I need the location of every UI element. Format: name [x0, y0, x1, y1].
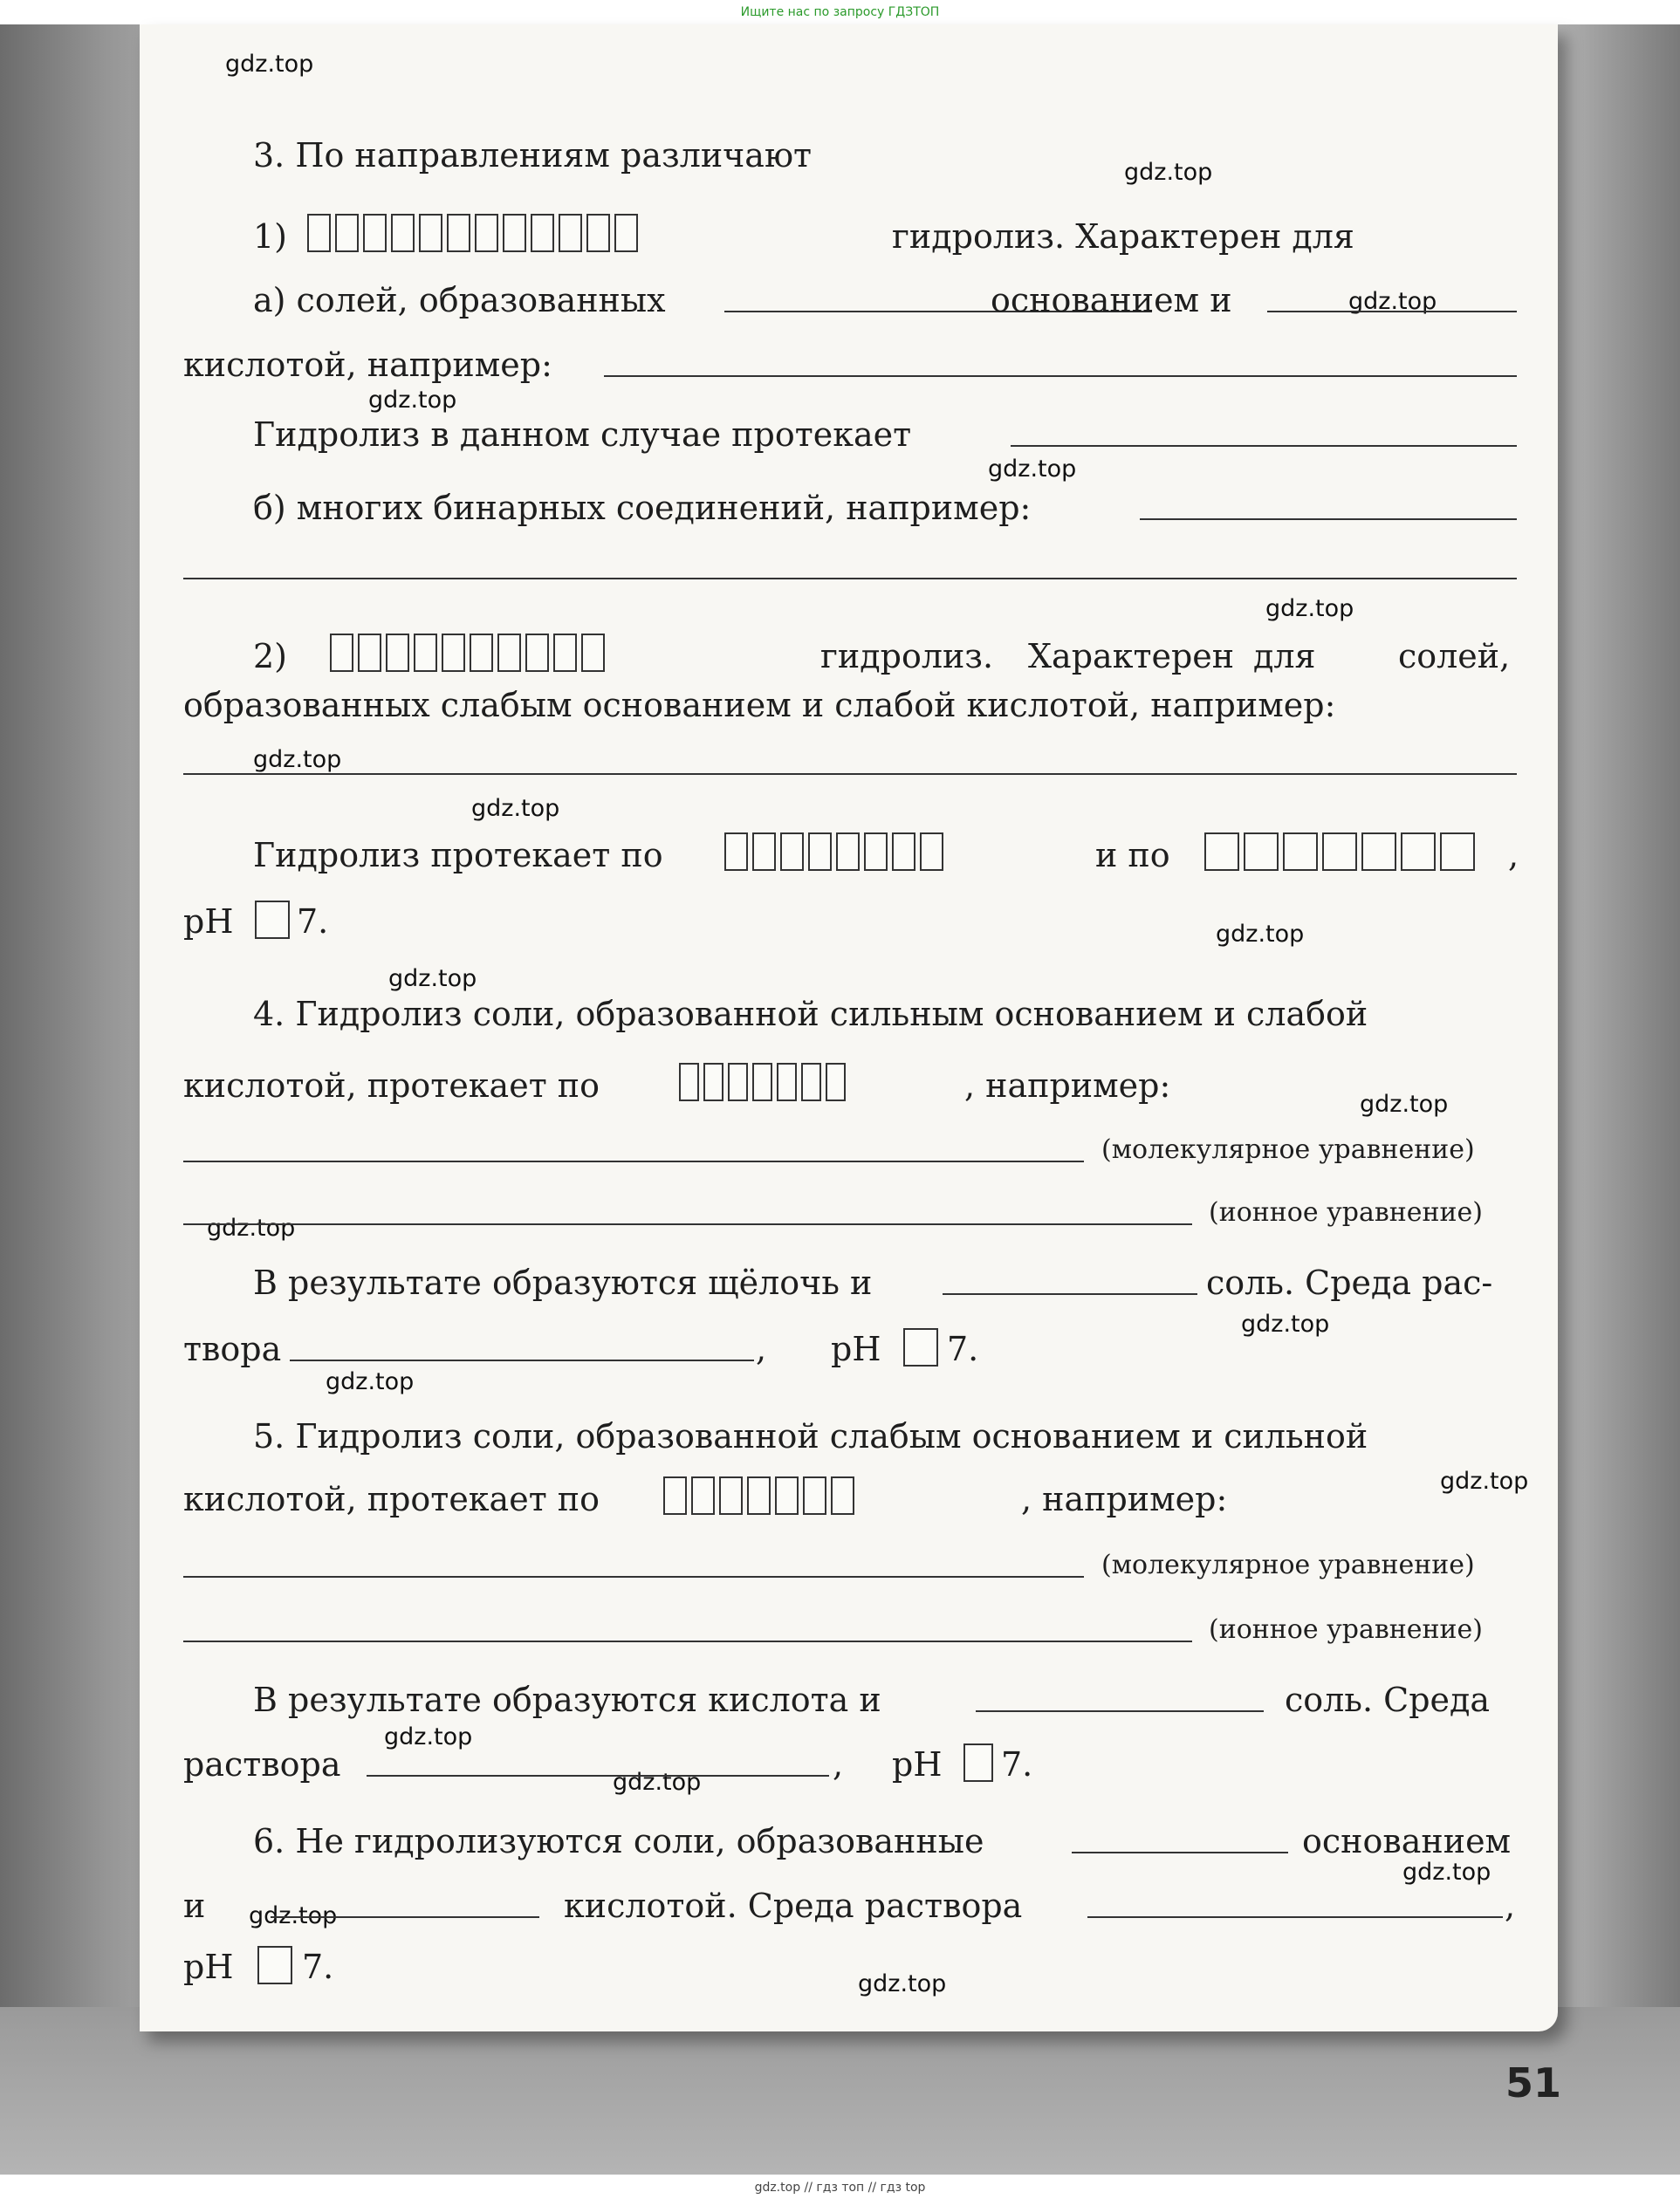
letter-cell[interactable] — [831, 1476, 854, 1515]
letter-cell[interactable] — [892, 832, 915, 871]
comma: , — [1505, 1887, 1516, 1925]
comma: , — [1508, 836, 1519, 874]
letter-cell[interactable] — [470, 634, 493, 672]
letter-cell[interactable] — [1283, 832, 1318, 871]
letter-cell[interactable] — [752, 832, 776, 871]
s3-item2-line3-b: и по — [1095, 836, 1170, 874]
letter-cell[interactable] — [559, 214, 582, 252]
s3-a-1: а) солей, образованных — [253, 281, 666, 319]
answer-cells-7[interactable] — [663, 1476, 859, 1518]
s3-ph-line — [183, 899, 1519, 944]
letter-cell[interactable] — [801, 1063, 821, 1101]
s5-mol-label: (молекулярное уравнение) — [1101, 1550, 1475, 1580]
s3-item2-num: 2) — [253, 637, 288, 675]
letter-cell[interactable] — [703, 1063, 723, 1101]
s6-line1 — [183, 1819, 1519, 1864]
answer-cells-7[interactable] — [1204, 832, 1479, 874]
s3-item2-text-a: гидролиз. — [820, 637, 994, 675]
letter-cell[interactable] — [1440, 832, 1475, 871]
letter-cell[interactable] — [581, 634, 605, 672]
letter-cell[interactable] — [1401, 832, 1436, 871]
s3-b-line2 — [183, 545, 1519, 590]
letter-cell[interactable] — [836, 832, 860, 871]
s4-ion-line — [183, 1190, 1519, 1236]
watermark: gdz.top — [326, 1368, 415, 1395]
answer-cells-12[interactable] — [307, 214, 642, 256]
ph-label: pH — [183, 1948, 234, 1986]
s3-a-line — [183, 277, 1519, 323]
letter-cell[interactable] — [724, 832, 748, 871]
s6-line1-a: 6. Не гидролизуются соли, образованные — [253, 1822, 984, 1860]
ph-value: 7. — [297, 902, 329, 941]
s5-mol-line — [183, 1543, 1519, 1588]
letter-cell[interactable] — [1361, 832, 1396, 871]
blank-line[interactable] — [183, 773, 1517, 775]
watermark: gdz.top — [1124, 159, 1213, 186]
letter-cell[interactable] — [414, 634, 437, 672]
blank-line[interactable] — [1011, 445, 1517, 447]
blank-line[interactable] — [290, 1360, 754, 1361]
letter-cell[interactable] — [775, 1476, 799, 1515]
s5-ion-line — [183, 1607, 1519, 1653]
letter-cell[interactable] — [391, 214, 415, 252]
s3-a-2: основанием и — [991, 281, 1232, 319]
ph-label: pH — [831, 1330, 881, 1368]
s3-item2-line2 — [183, 682, 1519, 728]
s3-item1-line — [183, 214, 1519, 259]
answer-cells-10[interactable] — [330, 634, 609, 675]
s5-line1-text: 5. Гидролиз соли, образованной слабым основанием и сильной — [253, 1417, 1368, 1456]
s3-item2-text-d: солей, — [1398, 637, 1511, 675]
s4-line2-b: , например: — [964, 1066, 1171, 1105]
watermark: gdz.top — [1216, 921, 1305, 948]
watermark: gdz.top — [1348, 288, 1437, 315]
letter-cell[interactable] — [447, 214, 470, 252]
blank-line[interactable] — [604, 375, 1517, 377]
footer-link[interactable]: gdz.top // гдз топ // гдз top — [754, 2181, 926, 2195]
letter-cell[interactable] — [1204, 832, 1239, 871]
letter-cell[interactable] — [358, 634, 381, 672]
s6-line2-a: и — [183, 1887, 206, 1925]
s5-res2-a: раствора — [183, 1745, 341, 1784]
letter-cell[interactable] — [864, 832, 888, 871]
ph-label: pH — [892, 1745, 943, 1784]
ph-value: 7. — [302, 1948, 334, 1986]
s4-res-a: В результате образуются щёлочь и — [253, 1264, 873, 1302]
watermark: gdz.top — [1360, 1091, 1449, 1118]
blank-line[interactable] — [183, 1641, 1192, 1642]
s3-a4-line — [183, 412, 1519, 457]
s3-item2-blank — [183, 740, 1519, 785]
letter-cell[interactable] — [691, 1476, 715, 1515]
s4-line1-text: 4. Гидролиз соли, образованной сильным основанием и слабой — [253, 995, 1368, 1033]
s3-item1-num: 1) — [253, 217, 288, 256]
s4-mol-label: (молекулярное уравнение) — [1101, 1134, 1475, 1165]
s5-line2-b: , например: — [1021, 1480, 1228, 1518]
answer-cells-7[interactable] — [679, 1063, 850, 1105]
ph-sign-box[interactable] — [255, 901, 290, 939]
s4-res-b: соль. Среда рас- — [1206, 1264, 1493, 1302]
comma: , — [756, 1330, 767, 1368]
blank-line[interactable] — [1267, 311, 1517, 312]
letter-cell[interactable] — [826, 1063, 846, 1101]
s3-item2-line3-a: Гидролиз протекает по — [253, 836, 663, 874]
s5-line2-a: кислотой, протекает по — [183, 1480, 600, 1518]
s5-line2 — [183, 1476, 1519, 1522]
ph-sign-box[interactable] — [963, 1743, 993, 1782]
watermark: gdz.top — [368, 387, 457, 414]
s3-intro: 3. По направлениям различают — [253, 136, 813, 175]
blank-line[interactable] — [1140, 518, 1517, 520]
letter-cell[interactable] — [808, 832, 832, 871]
s3-intro-line — [183, 133, 1519, 178]
ph-value: 7. — [947, 1330, 979, 1368]
s3-item2-text-c: для — [1253, 637, 1316, 675]
letter-cell[interactable] — [307, 214, 331, 252]
letter-cell[interactable] — [719, 1476, 743, 1515]
watermark: gdz.top — [388, 965, 477, 992]
answer-cells-8[interactable] — [724, 832, 948, 874]
letter-cell[interactable] — [728, 1063, 748, 1101]
s3-item2-line — [183, 634, 1519, 679]
letter-cell[interactable] — [363, 214, 387, 252]
watermark: gdz.top — [1440, 1468, 1529, 1495]
blank-line[interactable] — [367, 1775, 829, 1777]
s5-res-a: В результате образуются кислота и — [253, 1681, 881, 1719]
watermark: gdz.top — [1241, 1311, 1330, 1338]
letter-cell[interactable] — [531, 214, 554, 252]
watermark: gdz.top — [858, 1970, 947, 1997]
letter-cell[interactable] — [920, 832, 943, 871]
blank-line[interactable] — [183, 578, 1517, 579]
letter-cell[interactable] — [330, 634, 353, 672]
letter-cell[interactable] — [1244, 832, 1279, 871]
watermark: gdz.top — [253, 746, 342, 773]
s3-b-line — [183, 485, 1519, 531]
s5-res-line — [183, 1677, 1519, 1723]
header-link[interactable]: Ищите нас по запросу ГДЗТОП — [740, 5, 940, 19]
blank-line[interactable] — [976, 1710, 1264, 1712]
letter-cell[interactable] — [752, 1063, 772, 1101]
letter-cell[interactable] — [586, 214, 610, 252]
watermark: gdz.top — [1402, 1859, 1491, 1886]
s4-line2 — [183, 1063, 1519, 1108]
letter-cell[interactable] — [553, 634, 577, 672]
letter-cell[interactable] — [335, 214, 359, 252]
s4-line1 — [183, 991, 1519, 1037]
watermark: gdz.top — [471, 795, 560, 822]
blank-line[interactable] — [183, 1576, 1084, 1578]
ph-value: 7. — [1001, 1745, 1033, 1784]
s3-item1-text: гидролиз. Характерен для — [892, 217, 1354, 256]
letter-cell[interactable] — [386, 634, 409, 672]
comma: , — [833, 1745, 844, 1784]
blank-line[interactable] — [271, 1916, 539, 1918]
watermark: gdz.top — [1265, 595, 1354, 622]
s3-b: б) многих бинарных соединений, например: — [253, 489, 1032, 527]
watermark: gdz.top — [207, 1215, 296, 1242]
s3-item2-line2-text: образованных слабым основанием и слабой кислотой, например: — [183, 686, 1336, 724]
page-number: 51 — [1505, 2059, 1562, 2107]
s4-line2-a: кислотой, протекает по — [183, 1066, 600, 1105]
s3-item2-line3 — [183, 832, 1519, 878]
watermark: gdz.top — [225, 51, 314, 78]
blank-line[interactable] — [183, 1161, 1084, 1162]
letter-cell[interactable] — [679, 1063, 699, 1101]
ph-label: pH — [183, 902, 234, 941]
letter-cell[interactable] — [780, 832, 804, 871]
ph-sign-box[interactable] — [257, 1946, 292, 1984]
s6-ph-line — [183, 1944, 1519, 1990]
letter-cell[interactable] — [419, 214, 442, 252]
letter-cell[interactable] — [475, 214, 498, 252]
blank-line[interactable] — [1072, 1852, 1288, 1853]
s4-mol-line — [183, 1127, 1519, 1173]
s3-item2-text-b: Характерен — [1028, 637, 1235, 675]
letter-cell[interactable] — [525, 634, 549, 672]
s4-ion-label: (ионное уравнение) — [1209, 1197, 1483, 1228]
watermark: gdz.top — [988, 456, 1077, 483]
letter-cell[interactable] — [497, 634, 521, 672]
s6-line2 — [183, 1883, 1519, 1928]
s5-line1 — [183, 1414, 1519, 1459]
letter-cell[interactable] — [614, 214, 638, 252]
s5-ion-label: (ионное уравнение) — [1209, 1614, 1483, 1645]
s6-line2-b: кислотой. Среда раствора — [564, 1887, 1023, 1925]
blank-line[interactable] — [943, 1293, 1197, 1295]
s6-line1-b: основанием — [1302, 1822, 1512, 1860]
s3-a3-line — [183, 342, 1519, 387]
letter-cell[interactable] — [442, 634, 465, 672]
letter-cell[interactable] — [503, 214, 526, 252]
s5-res-b: соль. Среда — [1285, 1681, 1491, 1719]
letter-cell[interactable] — [663, 1476, 687, 1515]
ph-sign-box[interactable] — [903, 1328, 938, 1367]
s4-res2-line — [183, 1326, 1519, 1372]
blank-line[interactable] — [183, 1223, 1192, 1225]
blank-line[interactable] — [1087, 1916, 1503, 1918]
s4-res-line — [183, 1260, 1519, 1305]
letter-cell[interactable] — [747, 1476, 771, 1515]
watermark: gdz.top — [613, 1769, 702, 1796]
s4-res2-a: твора — [183, 1330, 282, 1368]
s5-res2-line — [183, 1742, 1519, 1787]
s3-a-4: Гидролиз в данном случае протекает — [253, 415, 912, 454]
watermark: gdz.top — [384, 1723, 473, 1750]
s3-a-3: кислотой, например: — [183, 346, 552, 384]
letter-cell[interactable] — [803, 1476, 826, 1515]
background-bottom — [0, 2007, 1680, 2199]
letter-cell[interactable] — [777, 1063, 797, 1101]
letter-cell[interactable] — [1322, 832, 1357, 871]
watermark: gdz.top — [249, 1902, 338, 1929]
